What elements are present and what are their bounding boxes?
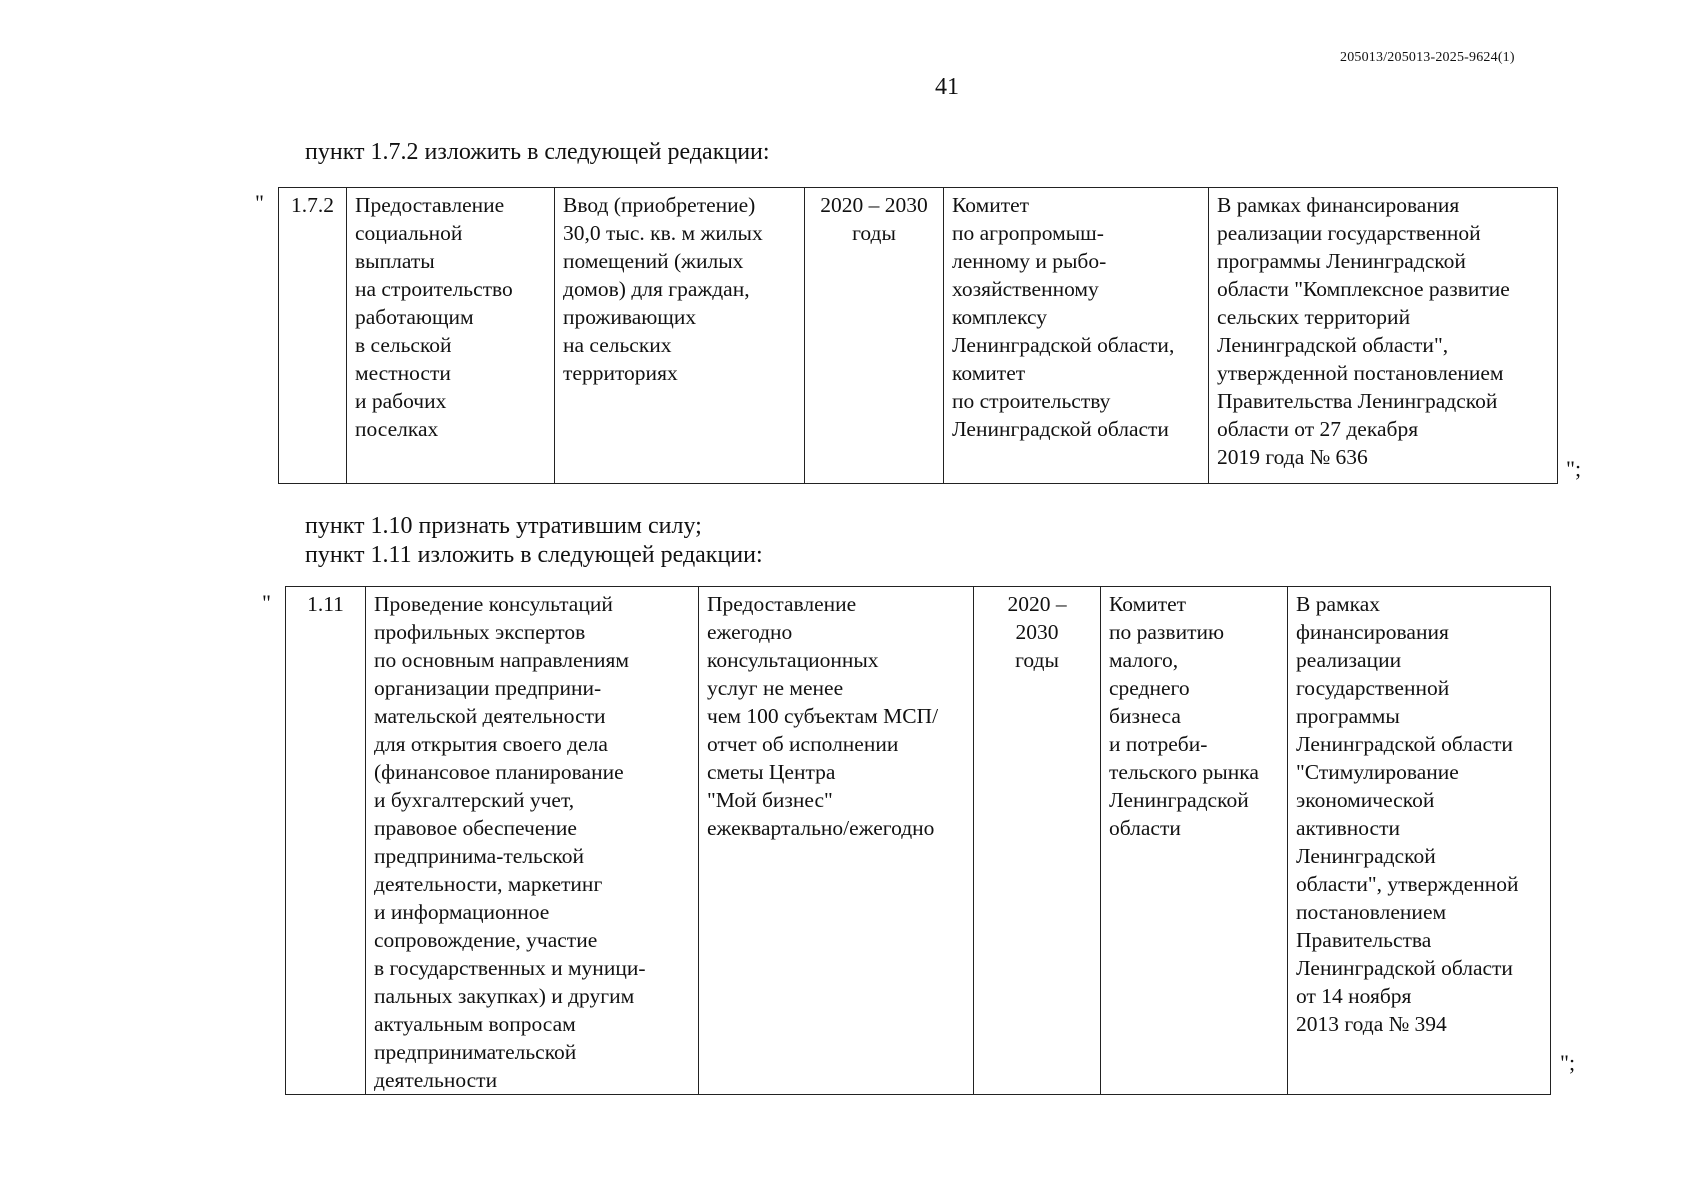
cell-financing: В рамках финансирования реализации государственной программы Ленинградской области "Комплексное развитие сельских территорий Ленинградской области", утвержденной постановлением Правительства Ленинградской области от 27 декабря 2019 года № 636	[1209, 188, 1558, 484]
cell-executor: Комитет по агропромыш- ленному и рыбо- хозяйственному комплексу Ленинградской области, комитет по строительству Ленинградской области	[944, 188, 1209, 484]
cell-period: 2020 – 2030 годы	[805, 188, 944, 484]
open-quote-1: "	[255, 190, 264, 215]
cell-item-number: 1.7.2	[279, 188, 347, 484]
page-number: 41	[935, 74, 959, 100]
cell-executor: Комитет по развитию малого, среднего бизнеса и потреби- тельского рынка Ленинградской области	[1101, 587, 1288, 1095]
cell-activity-name: Проведение консультаций профильных экспертов по основным направлениям организации предприни- мательской деятельности для открытия своего дела (финансовое планирование и бухгалтерский учет, правовое обеспечение предпринима-тельской деятельности, маркетинг и информационное сопровождение, участие в государственных и муници- пальных закупках) и другим актуальным вопросам предпринимательской деятельности	[366, 587, 699, 1095]
cell-activity-name: Предоставление социальной выплаты на строительство работающим в сельской местности и рабочих поселках	[347, 188, 555, 484]
cell-item-number: 1.11	[286, 587, 366, 1095]
table-row	[286, 587, 1551, 1095]
close-quote-1: ";	[1566, 456, 1582, 481]
cell-financing: В рамках финансирования реализации государственной программы Ленинградской области "Стимулирование экономической активности Ленинградской области", утвержденной постановлением Правительства Ленинградской области от 14 ноября 2013 года № 394	[1288, 587, 1551, 1095]
document-id: 205013/205013-2025-9624(1)	[1340, 50, 1515, 65]
table-item-1-7-2	[278, 187, 1558, 484]
paragraph-1-10: пункт 1.10 признать утратившим силу;	[305, 513, 702, 539]
table-row	[279, 188, 1558, 484]
paragraph-1-7-2-intro: пункт 1.7.2 изложить в следующей редакции:	[305, 139, 770, 165]
open-quote-2: "	[262, 590, 271, 615]
paragraph-1-11-intro: пункт 1.11 изложить в следующей редакции:	[305, 542, 763, 568]
close-quote-2: ";	[1560, 1050, 1576, 1075]
cell-expected-result: Ввод (приобретение) 30,0 тыс. кв. м жилых помещений (жилых домов) для граждан, проживающих на сельских территориях	[555, 188, 805, 484]
table-item-1-11	[285, 586, 1551, 1095]
cell-expected-result: Предоставление ежегодно консультационных услуг не менее чем 100 субъектам МСП/ отчет об исполнении сметы Центра "Мой бизнес" ежеквартально/ежегодно	[699, 587, 974, 1095]
cell-period: 2020 – 2030 годы	[974, 587, 1101, 1095]
